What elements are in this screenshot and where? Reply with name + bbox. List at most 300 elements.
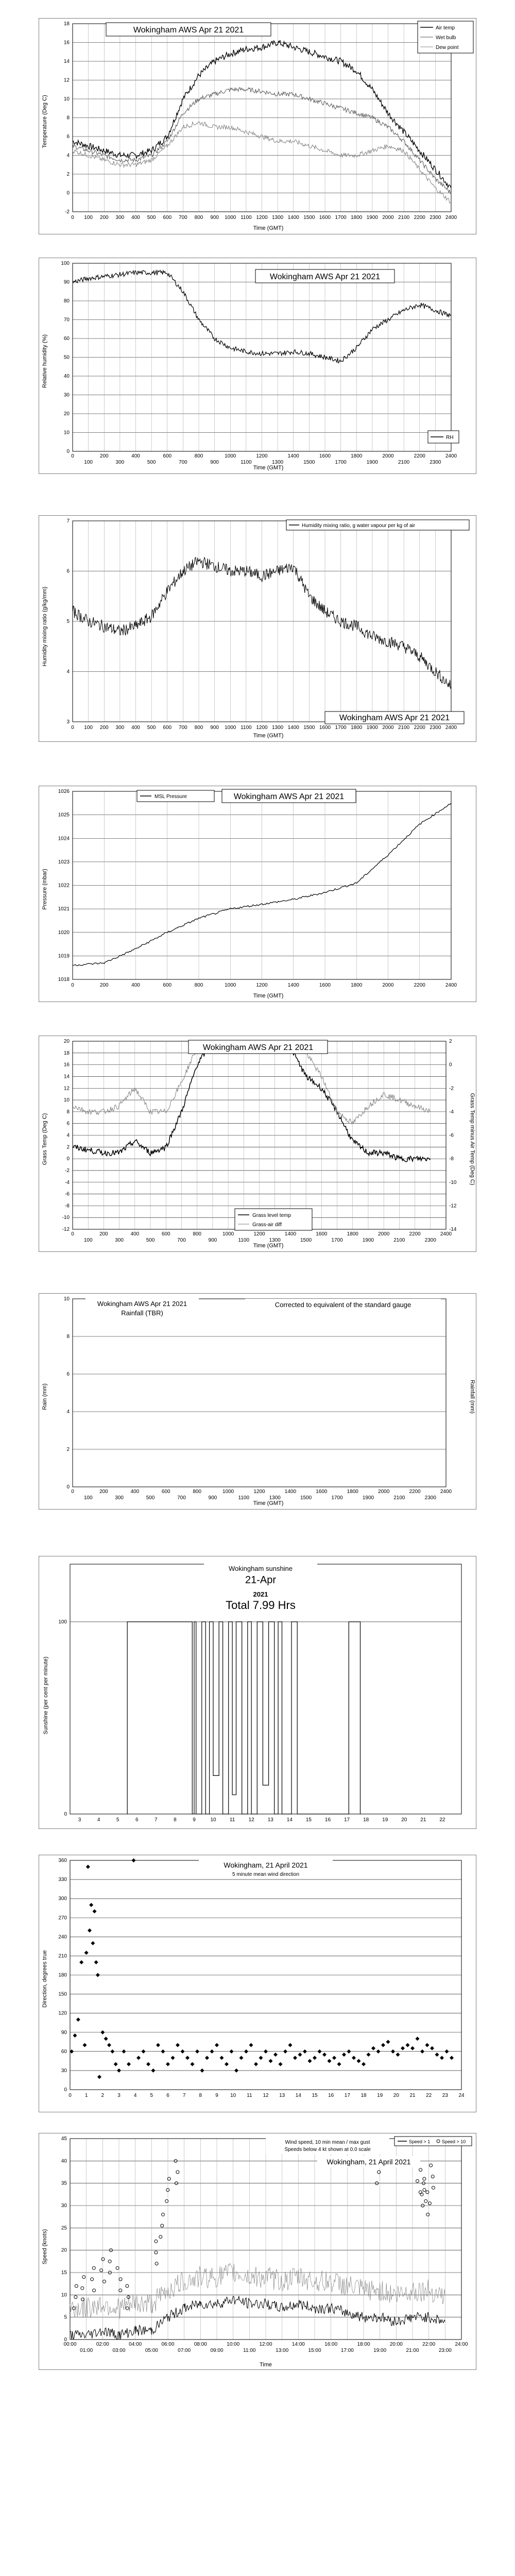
y-tick-label: 8 bbox=[66, 115, 70, 121]
x-tick-label: 2400 bbox=[440, 1231, 452, 1237]
legend-grass-temp: Grass level temp bbox=[252, 1213, 291, 1218]
y-tick-label: 4 bbox=[66, 1132, 70, 1139]
y-tick-label: 14 bbox=[63, 1074, 70, 1080]
y-tick-label: -4 bbox=[65, 1179, 70, 1185]
gust-marker bbox=[423, 2189, 426, 2192]
y-tick-label: 30 bbox=[63, 392, 70, 398]
x-tick-label: 13:00 bbox=[276, 2348, 289, 2353]
x-tick-label: 600 bbox=[163, 982, 172, 988]
y-tick-label: 10 bbox=[63, 1097, 70, 1104]
chart-date: 21-Apr bbox=[245, 1574, 277, 1586]
chart-title: Wokingham, 21 April 2021 bbox=[327, 2158, 411, 2166]
x-tick-label: 2200 bbox=[414, 453, 425, 459]
y2-tick-label: -12 bbox=[449, 1203, 457, 1209]
x-tick-label: 16 bbox=[324, 1817, 331, 1823]
wind-direction-point bbox=[185, 2056, 190, 2060]
chart-note: Corrected to equivalent of the standard gauge bbox=[274, 1301, 411, 1309]
x-tick-label: 1200 bbox=[256, 453, 268, 459]
y-tick-label: 7 bbox=[66, 518, 70, 524]
y2-tick-label: -10 bbox=[449, 1179, 457, 1185]
y-tick-label: 100 bbox=[61, 261, 70, 266]
y-tick-label: 20 bbox=[63, 411, 70, 417]
y-axis-label: Pressure (mbar) bbox=[42, 869, 48, 910]
x-tick-label: 13 bbox=[267, 1817, 273, 1823]
y-tick-label: 12 bbox=[63, 1086, 70, 1092]
x-tick-label: 14 bbox=[286, 1817, 293, 1823]
x-tick-label: 700 bbox=[179, 725, 187, 731]
y-axis-label: Rain (mm) bbox=[42, 1383, 48, 1410]
chart-header-line2: Speeds below 4 kt shown at 0.0 scale bbox=[284, 2147, 371, 2153]
legend-wet-bulb: Wet bulb bbox=[436, 35, 456, 41]
y-tick-label: 0 bbox=[66, 1156, 70, 1162]
x-tick-label: 2300 bbox=[430, 460, 441, 465]
wind-direction-point bbox=[357, 2059, 361, 2063]
gust-marker bbox=[159, 2235, 162, 2239]
x-tick-label: 800 bbox=[194, 215, 203, 221]
x-tick-label: 2100 bbox=[393, 1495, 405, 1501]
y-tick-label: -10 bbox=[62, 1215, 70, 1221]
x-tick-label: 200 bbox=[99, 215, 109, 221]
x-tick-label: 1400 bbox=[287, 982, 299, 988]
wind-direction-point bbox=[416, 2037, 420, 2041]
wind-direction-point bbox=[244, 2049, 248, 2054]
x-tick-label: 1300 bbox=[272, 215, 284, 221]
x-tick-label: 09:00 bbox=[210, 2348, 224, 2353]
y-tick-label: 300 bbox=[58, 1896, 67, 1902]
chart-total: Total 7.99 Hrs bbox=[226, 1599, 296, 1612]
x-tick-label: 1200 bbox=[256, 725, 268, 731]
x-tick-label: 2300 bbox=[430, 215, 441, 221]
x-tick-label: 1700 bbox=[335, 460, 347, 465]
x-axis-label: Time (GMT) bbox=[253, 1500, 284, 1506]
y-axis-label: Relative humidity (%) bbox=[42, 334, 48, 388]
x-tick-label: 19:00 bbox=[373, 2348, 387, 2353]
x-tick-label: 1000 bbox=[225, 982, 236, 988]
x-tick-label: 1000 bbox=[222, 1231, 234, 1237]
gust-marker bbox=[155, 2262, 158, 2265]
wind-direction-point bbox=[117, 2069, 121, 2073]
y-tick-label: 2 bbox=[66, 172, 70, 177]
wind-direction-point bbox=[367, 2053, 371, 2057]
y-axis-label: Grass Temp (Deg C) bbox=[42, 1113, 48, 1165]
x-axis-label: Time (GMT) bbox=[253, 465, 284, 471]
y-tick-label: 330 bbox=[58, 1877, 67, 1883]
y-tick-label: 180 bbox=[58, 1972, 67, 1978]
y-tick-label: 40 bbox=[61, 2158, 67, 2164]
x-tick-label: 7 bbox=[182, 2093, 186, 2098]
wind-direction-point bbox=[318, 2049, 322, 2054]
wind-direction-point bbox=[73, 2033, 77, 2038]
x-tick-label: 21 bbox=[420, 1817, 426, 1823]
y-tick-label: 210 bbox=[58, 1953, 67, 1959]
rainfall-chart-panel bbox=[39, 1293, 476, 1510]
y-tick-label: 4 bbox=[66, 669, 70, 675]
x-tick-label: 04:00 bbox=[129, 2342, 142, 2347]
gust-marker bbox=[428, 2202, 431, 2205]
x-tick-label: 2000 bbox=[382, 215, 394, 221]
wind-direction-point bbox=[96, 1973, 100, 1977]
x-tick-label: 1100 bbox=[238, 1238, 250, 1243]
y-tick-label: 1019 bbox=[58, 953, 70, 959]
x-tick-label: 15 bbox=[312, 2093, 318, 2098]
gust-marker bbox=[154, 2251, 158, 2254]
wind-direction-point bbox=[225, 2062, 229, 2066]
x-tick-label: 1800 bbox=[347, 1231, 358, 1237]
gust-marker bbox=[74, 2296, 77, 2299]
x-tick-label: 400 bbox=[131, 453, 140, 459]
x-tick-label: 1800 bbox=[351, 982, 363, 988]
x-tick-label: 1600 bbox=[316, 1489, 328, 1495]
y-tick-label: 30 bbox=[61, 2203, 67, 2209]
y-tick-label: 40 bbox=[63, 374, 70, 379]
y-tick-label: 1025 bbox=[58, 812, 70, 818]
legend-msl-pressure: MSL Pressure bbox=[154, 794, 187, 800]
wind-direction-point bbox=[142, 2049, 146, 2054]
gust-marker bbox=[416, 2179, 419, 2182]
x-tick-label: 800 bbox=[194, 453, 203, 459]
x-tick-label: 1700 bbox=[331, 1238, 343, 1243]
legend-air-temp: Air temp bbox=[436, 25, 455, 31]
x-tick-label: 1100 bbox=[241, 215, 252, 221]
gust-marker bbox=[82, 2276, 85, 2279]
wind-direction-point bbox=[376, 2049, 381, 2054]
gust-marker bbox=[161, 2224, 164, 2227]
y-tick-label: 35 bbox=[61, 2180, 67, 2187]
y2-tick-label: -6 bbox=[449, 1132, 454, 1139]
x-tick-label: 1700 bbox=[331, 1495, 343, 1501]
y-tick-label: 90 bbox=[61, 2029, 67, 2036]
wind-direction-point bbox=[288, 2043, 293, 2047]
gust-marker bbox=[126, 2307, 129, 2310]
x-tick-label: 1300 bbox=[272, 460, 284, 465]
y-tick-label: -2 bbox=[65, 209, 70, 215]
y-tick-label: 90 bbox=[63, 279, 70, 285]
y-tick-label: 30 bbox=[61, 2067, 67, 2074]
x-tick-label: 1400 bbox=[284, 1231, 297, 1237]
y-tick-label: -6 bbox=[65, 1191, 70, 1197]
x-tick-label: 20:00 bbox=[389, 2342, 403, 2347]
wind-direction-point bbox=[362, 2062, 366, 2066]
x-axis-label: Time (GMT) bbox=[253, 225, 284, 231]
legend-speed-10: Speed > 10 bbox=[442, 2139, 466, 2144]
y-tick-label: 8 bbox=[66, 1109, 70, 1115]
x-tick-label: 1800 bbox=[347, 1489, 358, 1495]
chart-title: Wokingham sunshine bbox=[228, 1565, 293, 1572]
x-tick-label: 18 bbox=[360, 2093, 367, 2098]
wind-direction-point bbox=[308, 2059, 312, 2063]
gust-marker bbox=[426, 2191, 429, 2194]
x-tick-label: 900 bbox=[208, 1238, 217, 1243]
chart-subtitle: 5 minute mean wind direction bbox=[232, 1872, 300, 1877]
y2-tick-label: 2 bbox=[449, 1039, 452, 1044]
wind-direction-point bbox=[94, 1960, 98, 1964]
x-tick-label: 23:00 bbox=[438, 2348, 452, 2353]
x-tick-label: 2100 bbox=[398, 725, 410, 731]
x-tick-label: 1900 bbox=[366, 460, 378, 465]
x-tick-label: 16 bbox=[328, 2093, 334, 2098]
x-tick-label: 2000 bbox=[382, 982, 394, 988]
x-tick-label: 12 bbox=[248, 1817, 254, 1823]
x-tick-label: 10:00 bbox=[227, 2342, 240, 2347]
wind-direction-point bbox=[83, 2043, 87, 2047]
x-tick-label: 400 bbox=[131, 215, 140, 221]
x-tick-label: 1500 bbox=[300, 1238, 312, 1243]
x-tick-label: 500 bbox=[146, 1238, 155, 1243]
wind-direction-point bbox=[88, 1928, 92, 1933]
legend-speed-1: Speed > 1 bbox=[409, 2139, 431, 2144]
x-tick-label: 2 bbox=[101, 2093, 105, 2098]
y-axis-label: Temperature (Deg C) bbox=[42, 95, 48, 148]
y-tick-label: 0 bbox=[64, 2087, 67, 2093]
gust-marker bbox=[161, 2213, 164, 2216]
plot-frame bbox=[73, 1299, 446, 1487]
y-tick-label: 60 bbox=[61, 2048, 67, 2055]
humidity-chart bbox=[39, 258, 476, 473]
x-tick-label: 1900 bbox=[362, 1495, 374, 1501]
gust-marker bbox=[430, 2164, 433, 2167]
y-tick-label: 15 bbox=[61, 2270, 67, 2276]
x-tick-label: 900 bbox=[210, 460, 219, 465]
wind-direction-point bbox=[381, 2043, 385, 2047]
y-tick-label: 100 bbox=[58, 1619, 67, 1625]
x-tick-label: 5 bbox=[116, 1817, 119, 1823]
x-tick-label: 19 bbox=[377, 2093, 383, 2098]
chart-title: Wokingham AWS Apr 21 2021 bbox=[339, 714, 450, 722]
wind-direction-point bbox=[249, 2043, 253, 2047]
y2-axis-label: Rainfall (mm) bbox=[469, 1380, 475, 1414]
x-tick-label: 15 bbox=[305, 1817, 312, 1823]
y-tick-label: 270 bbox=[58, 1915, 67, 1921]
x-tick-label: 800 bbox=[193, 1231, 202, 1237]
y-tick-label: 6 bbox=[66, 1371, 70, 1377]
legend-rh: RH bbox=[446, 435, 454, 440]
wind-direction-point bbox=[156, 2043, 160, 2047]
y-tick-label: -12 bbox=[62, 1227, 70, 1232]
y-tick-label: -8 bbox=[65, 1203, 70, 1209]
wind-direction-point bbox=[100, 2030, 105, 2035]
gust-marker bbox=[102, 2280, 106, 2283]
wind-direction-point bbox=[420, 2049, 424, 2054]
x-tick-label: 1100 bbox=[241, 460, 252, 465]
x-tick-label: 2000 bbox=[382, 453, 394, 459]
x-tick-label: 05:00 bbox=[145, 2348, 158, 2353]
wind-direction-point bbox=[91, 1941, 95, 1945]
x-tick-label: 600 bbox=[163, 725, 172, 731]
wind-direction-point bbox=[136, 2056, 141, 2060]
wind-direction-point bbox=[127, 2062, 131, 2066]
rainfall-chart bbox=[39, 1294, 476, 1509]
wind-speed-chart bbox=[39, 2133, 476, 2369]
pressure-chart-panel bbox=[39, 786, 476, 1002]
y-tick-label: 20 bbox=[61, 2247, 67, 2253]
y-tick-label: 16 bbox=[63, 40, 70, 46]
wind-direction-point bbox=[259, 2056, 263, 2060]
x-tick-label: 12:00 bbox=[259, 2342, 272, 2347]
series-grass-temp bbox=[73, 1041, 431, 1162]
x-tick-label: 22 bbox=[439, 1817, 445, 1823]
gust-marker bbox=[91, 2278, 94, 2281]
y-tick-label: 5 bbox=[66, 619, 70, 624]
x-tick-label: 700 bbox=[179, 215, 187, 221]
x-tick-label: 9 bbox=[193, 1817, 196, 1823]
x-tick-label: 200 bbox=[99, 1489, 108, 1495]
wind-direction-point bbox=[166, 2062, 170, 2066]
x-tick-label: 1200 bbox=[256, 982, 268, 988]
wind-direction-point bbox=[200, 2069, 204, 2073]
y-tick-label: 1018 bbox=[58, 977, 70, 982]
x-tick-label: 1500 bbox=[303, 460, 315, 465]
x-tick-label: 2200 bbox=[409, 1489, 421, 1495]
y2-tick-label: 0 bbox=[449, 1062, 452, 1068]
x-tick-label: 200 bbox=[99, 453, 109, 459]
x-tick-label: 1 bbox=[84, 2093, 88, 2098]
y-tick-label: 6 bbox=[66, 568, 70, 574]
x-tick-label: 16:00 bbox=[324, 2342, 338, 2347]
y-tick-label: 1023 bbox=[58, 859, 70, 865]
x-tick-label: 300 bbox=[115, 1238, 124, 1243]
y-tick-label: 5 bbox=[64, 2314, 67, 2320]
y-tick-label: 3 bbox=[66, 719, 70, 725]
wind-direction-point bbox=[76, 2018, 80, 2022]
y-tick-label: 12 bbox=[63, 77, 70, 83]
wind-direction-point bbox=[410, 2046, 415, 2050]
wind-direction-point bbox=[210, 2049, 214, 2054]
x-tick-label: 2300 bbox=[430, 725, 441, 731]
wind-direction-point bbox=[347, 2049, 351, 2054]
wind-direction-point bbox=[303, 2049, 307, 2054]
gust-marker bbox=[119, 2278, 122, 2281]
x-tick-label: 100 bbox=[83, 1238, 93, 1243]
x-tick-label: 1000 bbox=[225, 725, 236, 731]
wind-direction-point bbox=[264, 2049, 268, 2054]
gust-marker bbox=[116, 2266, 119, 2269]
y-tick-label: 120 bbox=[58, 2010, 67, 2016]
y-axis-label: Direction, degrees true bbox=[42, 1950, 48, 2008]
x-tick-label: 0 bbox=[71, 1231, 74, 1237]
x-tick-label: 21:00 bbox=[406, 2348, 419, 2353]
wind-direction-point bbox=[401, 2046, 405, 2050]
x-tick-label: 1600 bbox=[319, 453, 331, 459]
chart-title: Wokingham, 21 April 2021 bbox=[224, 1861, 308, 1869]
x-tick-label: 02:00 bbox=[96, 2342, 109, 2347]
x-tick-label: 01:00 bbox=[80, 2348, 93, 2353]
x-tick-label: 14 bbox=[295, 2093, 301, 2098]
wind-direction-point bbox=[406, 2043, 410, 2047]
x-tick-label: 2200 bbox=[414, 982, 425, 988]
x-tick-label: 1200 bbox=[253, 1231, 265, 1237]
x-tick-label: 1700 bbox=[335, 725, 347, 731]
x-tick-label: 1300 bbox=[272, 725, 284, 731]
x-tick-label: 700 bbox=[177, 1495, 186, 1501]
wind-direction-point bbox=[171, 2056, 175, 2060]
x-tick-label: 2000 bbox=[382, 725, 394, 731]
wind-direction-point bbox=[191, 2062, 195, 2066]
y-tick-label: 20 bbox=[63, 1039, 70, 1044]
x-tick-label: 1000 bbox=[222, 1489, 234, 1495]
mixing-ratio-chart bbox=[39, 516, 476, 741]
x-tick-label: 17:00 bbox=[340, 2348, 354, 2353]
x-tick-label: 8 bbox=[174, 1817, 177, 1823]
x-tick-label: 1400 bbox=[287, 725, 299, 731]
wind-direction-point bbox=[328, 2059, 332, 2063]
y-tick-label: 70 bbox=[63, 317, 70, 323]
x-axis-label: Time (GMT) bbox=[253, 993, 284, 999]
x-tick-label: 22 bbox=[426, 2093, 432, 2098]
wind-direction-point bbox=[386, 2040, 390, 2044]
gust-marker bbox=[432, 2186, 435, 2189]
x-tick-label: 1900 bbox=[362, 1238, 374, 1243]
x-tick-label: 1600 bbox=[316, 1231, 328, 1237]
y-tick-label: -2 bbox=[65, 1167, 70, 1174]
x-tick-label: 08:00 bbox=[194, 2342, 207, 2347]
x-tick-label: 2400 bbox=[445, 982, 457, 988]
x-tick-label: 500 bbox=[146, 1495, 155, 1501]
y-tick-label: 8 bbox=[66, 1334, 70, 1340]
x-tick-label: 23 bbox=[442, 2093, 448, 2098]
x-tick-label: 800 bbox=[193, 1489, 202, 1495]
y-tick-label: 1021 bbox=[58, 906, 70, 912]
wind-direction-point bbox=[132, 1858, 136, 1862]
x-tick-label: 1000 bbox=[225, 215, 236, 221]
x-tick-label: 07:00 bbox=[178, 2348, 191, 2353]
x-tick-label: 22:00 bbox=[422, 2342, 436, 2347]
y-axis-label: Speed (knots) bbox=[42, 2229, 48, 2265]
x-tick-label: 200 bbox=[99, 982, 109, 988]
x-tick-label: 5 bbox=[150, 2093, 153, 2098]
y-tick-label: 240 bbox=[58, 1934, 67, 1940]
x-tick-label: 00:00 bbox=[63, 2342, 77, 2347]
x-tick-label: 800 bbox=[194, 725, 203, 731]
x-tick-label: 1100 bbox=[238, 1495, 250, 1501]
chart-title: Wokingham AWS Apr 21 2021 bbox=[269, 273, 381, 281]
sunshine-chart bbox=[39, 1556, 476, 1828]
x-tick-label: 700 bbox=[177, 1238, 186, 1243]
gust-marker bbox=[101, 2258, 105, 2261]
gust-marker bbox=[93, 2289, 96, 2292]
y-tick-label: 10 bbox=[63, 430, 70, 436]
x-tick-label: 500 bbox=[147, 460, 156, 465]
x-tick-label: 2400 bbox=[440, 1489, 452, 1495]
x-tick-label: 1700 bbox=[335, 215, 347, 221]
y2-tick-label: -14 bbox=[449, 1227, 457, 1232]
x-tick-label: 1300 bbox=[269, 1495, 281, 1501]
humidity-chart-panel bbox=[39, 258, 476, 474]
y-tick-label: 50 bbox=[63, 354, 70, 361]
wind-direction-point bbox=[342, 2053, 346, 2057]
x-tick-label: 300 bbox=[115, 460, 125, 465]
x-tick-label: 12 bbox=[263, 2093, 269, 2098]
x-tick-label: 2100 bbox=[398, 215, 410, 221]
x-tick-label: 1400 bbox=[287, 215, 299, 221]
wind-direction-point bbox=[86, 1865, 90, 1869]
x-tick-label: 400 bbox=[131, 982, 140, 988]
x-tick-label: 2100 bbox=[393, 1238, 405, 1243]
x-tick-label: 800 bbox=[194, 982, 203, 988]
x-tick-label: 100 bbox=[84, 215, 93, 221]
x-tick-label: 100 bbox=[84, 460, 93, 465]
legend-grass-air-diff: Grass-air diff bbox=[252, 1222, 282, 1228]
y-tick-label: 16 bbox=[63, 1062, 70, 1068]
x-tick-label: 1200 bbox=[253, 1489, 265, 1495]
wind-direction-point bbox=[391, 2049, 395, 2054]
wind-direction-point bbox=[97, 2075, 101, 2079]
chart-title: Wokingham AWS Apr 21 2021 bbox=[202, 1043, 314, 1052]
x-tick-label: 20 bbox=[401, 1817, 407, 1823]
y2-tick-label: -2 bbox=[449, 1086, 454, 1092]
gust-marker bbox=[126, 2284, 129, 2287]
wind-direction-point bbox=[205, 2056, 209, 2060]
x-tick-label: 400 bbox=[131, 725, 140, 731]
